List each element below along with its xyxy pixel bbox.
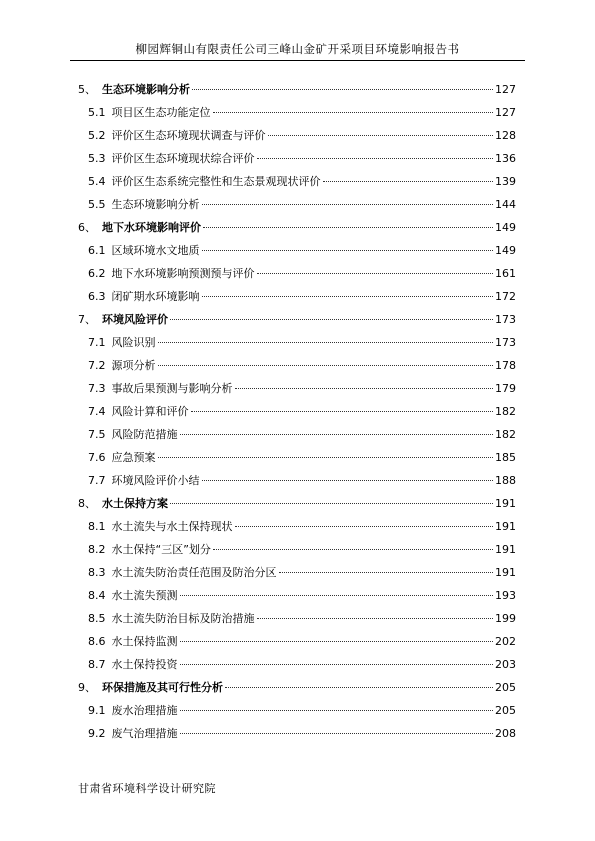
toc-entry-title: 水土流失防治责任范围及防治分区 [111,566,277,579]
toc-entry-page-number: 149 [495,221,516,234]
toc-section-entry[interactable] [78,469,516,492]
toc-section-entry[interactable] [78,262,516,285]
toc-chapter-entry[interactable] [78,216,516,239]
toc-entry-number: 5.2 [88,129,106,142]
toc-entry-number: 5.3 [88,152,106,165]
toc-entry-title: 地下水环境影响预测预与评价 [111,267,255,280]
toc-entry-page-number: 172 [495,290,516,303]
toc-entry-page-number: 139 [495,175,516,188]
toc-dot-leader [202,296,494,297]
toc-entry-title: 水土保持“三区”划分 [111,543,211,556]
toc-entry-title: 废气治理措施 [111,727,178,740]
toc-entry-title: 评价区生态系统完整性和生态景观现状评价 [111,175,321,188]
toc-entry-number: 7.5 [88,428,106,441]
toc-entry-page-number: 179 [495,382,516,395]
toc-entry-page-number: 173 [495,336,516,349]
toc-entry-page-number: 182 [495,428,516,441]
toc-section-entry[interactable] [78,561,516,584]
toc-entry-number: 8.5 [88,612,106,625]
toc-entry-title: 水土流失与水土保持现状 [111,520,233,533]
toc-chapter-entry[interactable] [78,308,516,331]
toc-dot-leader [170,503,493,504]
toc-section-entry[interactable] [78,193,516,216]
toc-entry-number: 6.1 [88,244,106,257]
toc-dot-leader [279,572,494,573]
toc-entry-title: 环境风险评价 [102,313,168,326]
toc-dot-leader [235,388,494,389]
toc-dot-leader [202,480,494,481]
toc-chapter-entry[interactable] [78,492,516,515]
toc-section-entry[interactable] [78,147,516,170]
toc-dot-leader [203,227,493,228]
table-of-contents [78,78,516,745]
toc-entry-title: 闭矿期水环境影响 [111,290,200,303]
page-header: 柳园辉铜山有限责任公司三峰山金矿开采项目环境影响报告书 [70,40,525,61]
toc-entry-number: 7.3 [88,382,106,395]
toc-entry-page-number: 178 [495,359,516,372]
toc-entry-number: 6.2 [88,267,106,280]
toc-entry-title: 生态环境影响分析 [111,198,200,211]
toc-entry-page-number: 149 [495,244,516,257]
toc-dot-leader [158,365,494,366]
toc-entry-number: 7.6 [88,451,106,464]
toc-section-entry[interactable] [78,331,516,354]
toc-chapter-entry[interactable] [78,676,516,699]
toc-entry-title: 事故后果预测与影响分析 [111,382,233,395]
toc-dot-leader [180,595,494,596]
toc-entry-number: 8.2 [88,543,106,556]
toc-entry-page-number: 191 [495,543,516,556]
toc-section-entry[interactable] [78,653,516,676]
toc-entry-page-number: 127 [495,106,516,119]
toc-entry-title: 地下水环境影响评价 [102,221,201,234]
toc-section-entry[interactable] [78,699,516,722]
toc-entry-page-number: 182 [495,405,516,418]
toc-dot-leader [257,158,494,159]
toc-entry-page-number: 127 [495,83,516,96]
toc-dot-leader [170,319,493,320]
toc-entry-page-number: 193 [495,589,516,602]
toc-entry-page-number: 128 [495,129,516,142]
toc-entry-number: 5、 [78,83,96,96]
toc-dot-leader [268,135,494,136]
toc-entry-title: 水土流失防治目标及防治措施 [111,612,255,625]
toc-section-entry[interactable] [78,607,516,630]
toc-entry-number: 5.5 [88,198,106,211]
toc-entry-title: 水土保持方案 [102,497,168,510]
toc-entry-number: 8.1 [88,520,106,533]
toc-section-entry[interactable] [78,285,516,308]
toc-entry-title: 应急预案 [111,451,156,464]
toc-section-entry[interactable] [78,101,516,124]
toc-dot-leader [180,710,494,711]
toc-entry-number: 7、 [78,313,96,326]
toc-section-entry[interactable] [78,446,516,469]
toc-section-entry[interactable] [78,538,516,561]
toc-entry-page-number: 188 [495,474,516,487]
toc-entry-page-number: 199 [495,612,516,625]
toc-dot-leader [192,89,493,90]
toc-entry-page-number: 191 [495,520,516,533]
toc-dot-leader [235,526,494,527]
toc-dot-leader [213,549,493,550]
toc-section-entry[interactable] [78,377,516,400]
toc-entry-page-number: 144 [495,198,516,211]
toc-dot-leader [180,733,494,734]
toc-entry-title: 区域环境水文地质 [111,244,200,257]
toc-section-entry[interactable] [78,239,516,262]
toc-dot-leader [257,618,494,619]
toc-entry-page-number: 191 [495,566,516,579]
toc-entry-title: 环境风险评价小结 [111,474,200,487]
toc-entry-number: 6.3 [88,290,106,303]
toc-entry-title: 风险计算和评价 [111,405,189,418]
toc-entry-title: 风险防范措施 [111,428,178,441]
toc-entry-title: 评价区生态环境现状综合评价 [111,152,255,165]
toc-entry-title: 风险识别 [111,336,156,349]
toc-entry-number: 7.1 [88,336,106,349]
toc-chapter-entry[interactable] [78,78,516,101]
toc-section-entry[interactable] [78,423,516,446]
toc-entry-number: 5.1 [88,106,106,119]
toc-section-entry[interactable] [78,630,516,653]
toc-section-entry[interactable] [78,354,516,377]
toc-entry-title: 废水治理措施 [111,704,178,717]
toc-entry-number: 5.4 [88,175,106,188]
toc-dot-leader [213,112,494,113]
toc-entry-number: 7.7 [88,474,106,487]
toc-dot-leader [202,250,494,251]
toc-entry-page-number: 136 [495,152,516,165]
toc-section-entry[interactable] [78,400,516,423]
toc-entry-page-number: 205 [495,704,516,717]
toc-entry-page-number: 161 [495,267,516,280]
toc-dot-leader [158,342,494,343]
toc-section-entry[interactable] [78,722,516,745]
toc-entry-number: 8.3 [88,566,106,579]
toc-entry-page-number: 203 [495,658,516,671]
toc-section-entry[interactable] [78,515,516,538]
toc-entry-number: 9.2 [88,727,106,740]
toc-entry-page-number: 191 [495,497,516,510]
toc-entry-number: 7.4 [88,405,106,418]
toc-entry-title: 环保措施及其可行性分析 [102,681,223,694]
toc-entry-number: 8.7 [88,658,106,671]
toc-entry-page-number: 208 [495,727,516,740]
toc-entry-page-number: 202 [495,635,516,648]
toc-entry-number: 6、 [78,221,96,234]
toc-entry-number: 9.1 [88,704,106,717]
toc-dot-leader [180,664,494,665]
toc-dot-leader [180,641,494,642]
toc-entry-title: 水土流失预测 [111,589,178,602]
toc-entry-page-number: 185 [495,451,516,464]
toc-entry-number: 8.6 [88,635,106,648]
toc-entry-title: 评价区生态环境现状调查与评价 [111,129,266,142]
toc-entry-title: 生态环境影响分析 [102,83,190,96]
toc-section-entry[interactable] [78,170,516,193]
toc-dot-leader [257,273,494,274]
toc-entry-number: 8.4 [88,589,106,602]
toc-entry-number: 8、 [78,497,96,510]
toc-dot-leader [202,204,494,205]
toc-section-entry[interactable] [78,584,516,607]
toc-section-entry[interactable] [78,124,516,147]
toc-entry-page-number: 173 [495,313,516,326]
toc-dot-leader [180,434,494,435]
toc-entry-title: 项目区生态功能定位 [111,106,211,119]
toc-entry-number: 9、 [78,681,96,694]
toc-dot-leader [191,411,494,412]
toc-entry-title: 源项分析 [111,359,156,372]
toc-entry-page-number: 205 [495,681,516,694]
toc-dot-leader [225,687,493,688]
toc-entry-title: 水土保持监测 [111,635,178,648]
page-footer: 甘肃省环境科学设计研究院 [78,782,216,795]
toc-dot-leader [158,457,494,458]
toc-entry-title: 水土保持投资 [111,658,178,671]
toc-entry-number: 7.2 [88,359,106,372]
toc-dot-leader [323,181,494,182]
